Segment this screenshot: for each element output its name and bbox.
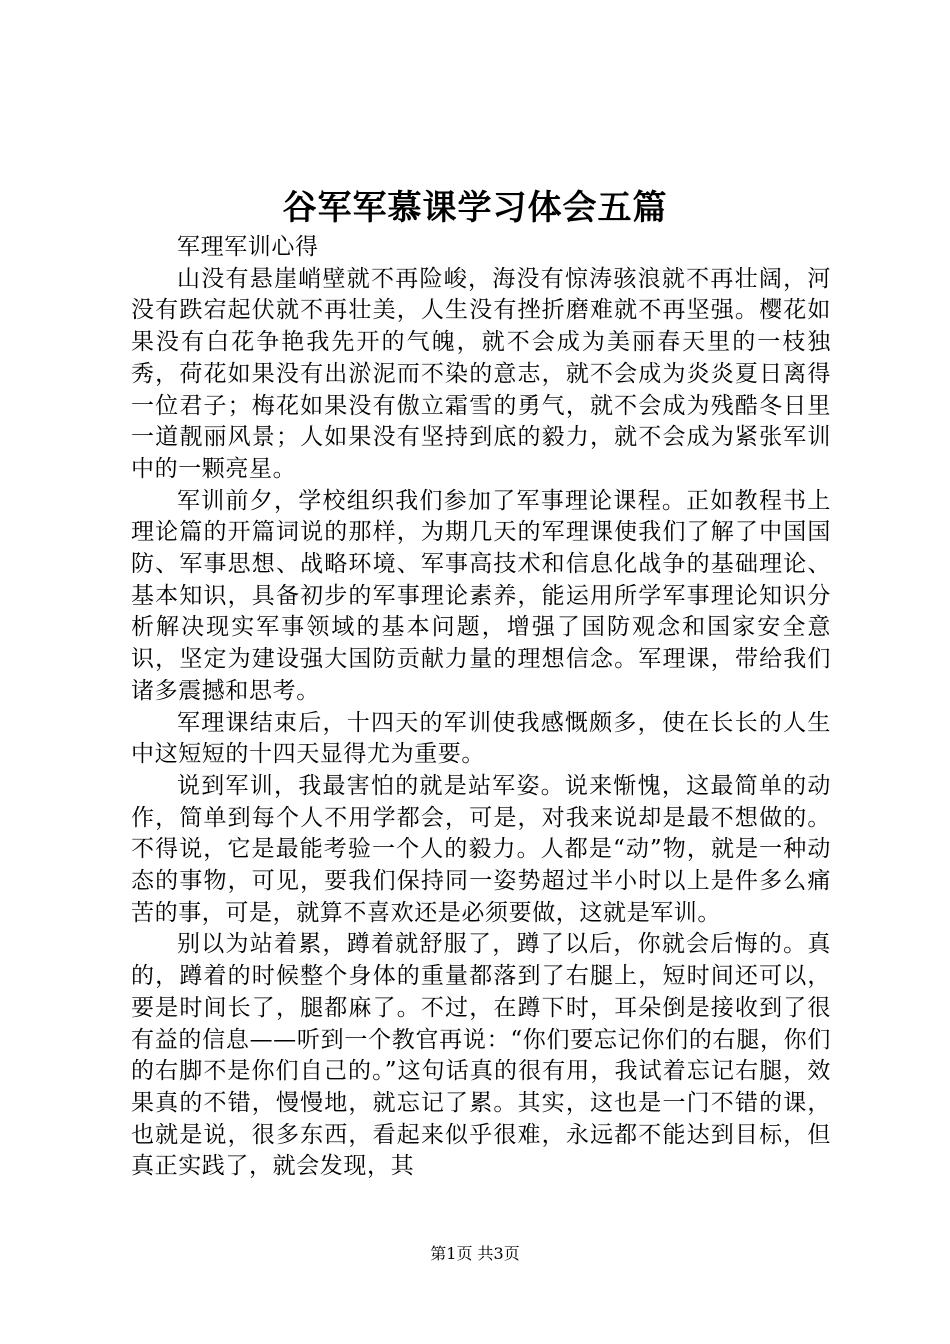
- document-title: 谷军军慕课学习体会五篇: [282, 188, 668, 228]
- paragraph: 山没有悬崖峭壁就不再险峻，海没有惊涛骇浪就不再壮阔，河没有跌宕起伏就不再壮美，人生没有挫折磨难就不再坚强。樱花如果没有白花争艳我先开的气魄，就不会成为美丽春天里的一枝独秀，荷花如果没有出淤泥而不染的意志，就不会成为炎炎夏日离得一位君子；梅花如果没有傲立霜雪的勇气，就不会成为残酷冬日里一道靓丽风景；人如果没有坚持到底的毅力，就不会成为紧张军训中的一颗亮星。: [131, 265, 831, 482]
- document-body: [131, 232, 831, 1183]
- paragraph: 军理课结束后，十四天的军训使我感慨颇多，使在长长的人生中这短短的十四天显得尤为重要。: [131, 709, 831, 768]
- paragraph: 说到军训，我最害怕的就是站军姿。说来惭愧，这最简单的动作，简单到每个人不用学都会，可是，对我来说却是最不想做的。不得说，它是最能考验一个人的毅力。人都是“动”物，就是一种动态的事物，可见，要我们保持同一姿势超过半小时以上是件多么痛苦的事，可是，就算不喜欢还是必须要做，这就是军训。: [131, 772, 831, 926]
- subheading: 军理军训心得: [177, 234, 319, 260]
- paragraph: 别以为站着累，蹲着就舒服了，蹲了以后，你就会后悔的。真的，蹲着的时候整个身体的重量都落到了右腿上，短时间还可以，要是时间长了，腿都麻了。不过，在蹲下时，耳朵倒是接收到了很有益的信息——听到一个教官再说：“你们要忘记你们的右腿，你们的右脚不是你们自己的。”这句话真的很有用，我试着忘记右腿，效果真的不错，慢慢地，就忘记了累。其实，这也是一门不错的课，也就是说，很多东西，看起来似乎很难，永远都不能达到目标，但真正实践了，就会发现，其: [131, 931, 831, 1180]
- paragraph: 军训前夕，学校组织我们参加了军事理论课程。正如教程书上理论篇的开篇词说的那样，为期几天的军理课使我们了解了中国国防、军事思想、战略环境、军事高技术和信息化战争的基础理论、基本知识，具备初步的军事理论素养，能运用所学军事理论知识分析解决现实军事领域的基本问题，增强了国防观念和国家安全意识，坚定为建设强大国防贡献力量的理想信念。军理课，带给我们诸多震撼和思考。: [131, 487, 831, 704]
- page-number-footer: 第1页 共3页: [430, 1244, 520, 1263]
